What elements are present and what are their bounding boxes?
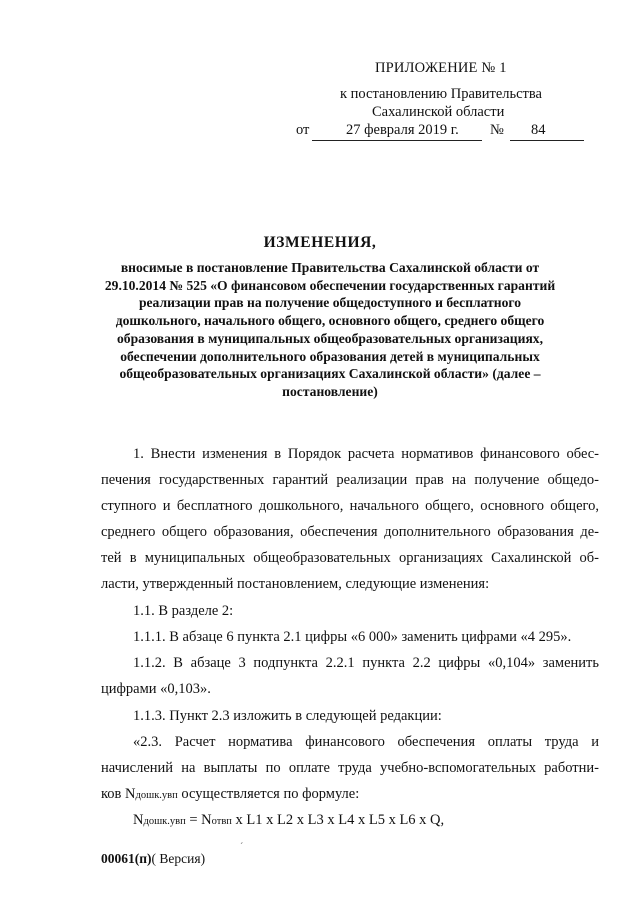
item-2-3-line3: [101, 786, 599, 803]
subscript: дошк.увп: [135, 790, 178, 801]
document-subtitle: [95, 259, 565, 401]
subtitle-line: общеобразовательных организациях Сахалинской области» (далее –: [119, 366, 541, 382]
item-1-1-3: 1.1.3. Пункт 2.3 изложить в следующей редакции:: [133, 708, 442, 724]
paragraph-line: 1. Внести изменения в Порядок расчета нормативов финансового обес-: [133, 446, 599, 462]
paragraph-line: ступного и бесплатного дошкольного, начального общего, основного общего,: [101, 498, 599, 514]
text-fragment: ков N: [101, 786, 136, 802]
item-2-3-line1: «2.3. Расчет норматива финансового обеспечения оплаты труда и: [133, 734, 599, 750]
item-1-1-2-line1: 1.1.2. В абзаце 3 подпункта 2.2.1 пункта 2.2 цифры «0,104» заменить: [133, 655, 599, 671]
subtitle-line: постановление): [282, 383, 378, 399]
formula-eq: = N: [185, 812, 212, 828]
formula-lhs: N: [133, 812, 144, 828]
stray-mark: ˊ: [240, 842, 244, 853]
formula-rhs: x L1 x L2 x L3 x L4 x L5 x L6 x Q,: [231, 812, 445, 828]
appendix-resolution-line: к постановлению Правительства: [340, 86, 542, 102]
paragraph-line: тей в муниципальных общеобразовательных организациях Сахалинской об-: [101, 550, 599, 566]
number-value: 84: [531, 122, 546, 138]
subtitle-line: обеспечении дополнительного образования детей в муниципальных: [120, 348, 540, 364]
formula-eq-sub: отвп: [211, 816, 232, 827]
document-title: ИЗМЕНЕНИЯ,: [263, 234, 377, 251]
subtitle-line: реализации прав на получение общедоступного и бесплатного: [138, 295, 522, 311]
date-field: [312, 120, 482, 141]
document-code: 00061(п): [101, 851, 152, 866]
item-1-1-1: 1.1.1. В абзаце 6 пункта 2.1 цифры «6 000» заменить цифрами «4 295».: [133, 629, 572, 645]
paragraph-line: ласти, утвержденный постановлением, следующие изменения:: [101, 576, 490, 592]
appendix-title: ПРИЛОЖЕНИЕ № 1: [375, 60, 507, 76]
appendix-date-number-line: [296, 120, 596, 142]
document-version: ( Версия): [151, 851, 206, 866]
date-value: 27 февраля 2019 г.: [346, 122, 459, 138]
subtitle-line: дошкольного, начального общего, основного общего, среднего общего: [115, 313, 545, 329]
subtitle-line: вносимые в постановление Правительства Сахалинской области от: [120, 260, 540, 275]
number-label: №: [490, 122, 504, 138]
text-fragment: осуществляется по формуле:: [177, 786, 360, 802]
appendix-region-line: Сахалинской области: [372, 104, 505, 120]
subtitle-line: образования в муниципальных общеобразовательных организациях,: [117, 330, 543, 346]
subtitle-line: 29.10.2014 № 525 «О финансовом обеспечении государственных гарантий: [104, 277, 556, 293]
formula-lhs-sub: дошк.увп: [143, 816, 186, 827]
item-2-3-line2: начислений на выплаты по оплате труда учебно-вспомогательных работни-: [101, 760, 599, 776]
item-1-1-2-line2: цифрами «0,103».: [101, 681, 211, 697]
footer-code: [101, 851, 205, 867]
paragraph-line: среднего общего образования, обеспечения дополнительного образования де-: [101, 524, 599, 540]
from-label: от: [296, 122, 310, 138]
number-field: [510, 120, 584, 141]
formula: [133, 812, 444, 829]
section-2-heading: 1.1. В разделе 2:: [133, 603, 234, 619]
paragraph-line: печения государственных гарантий реализации прав на получение общедо-: [101, 472, 599, 488]
